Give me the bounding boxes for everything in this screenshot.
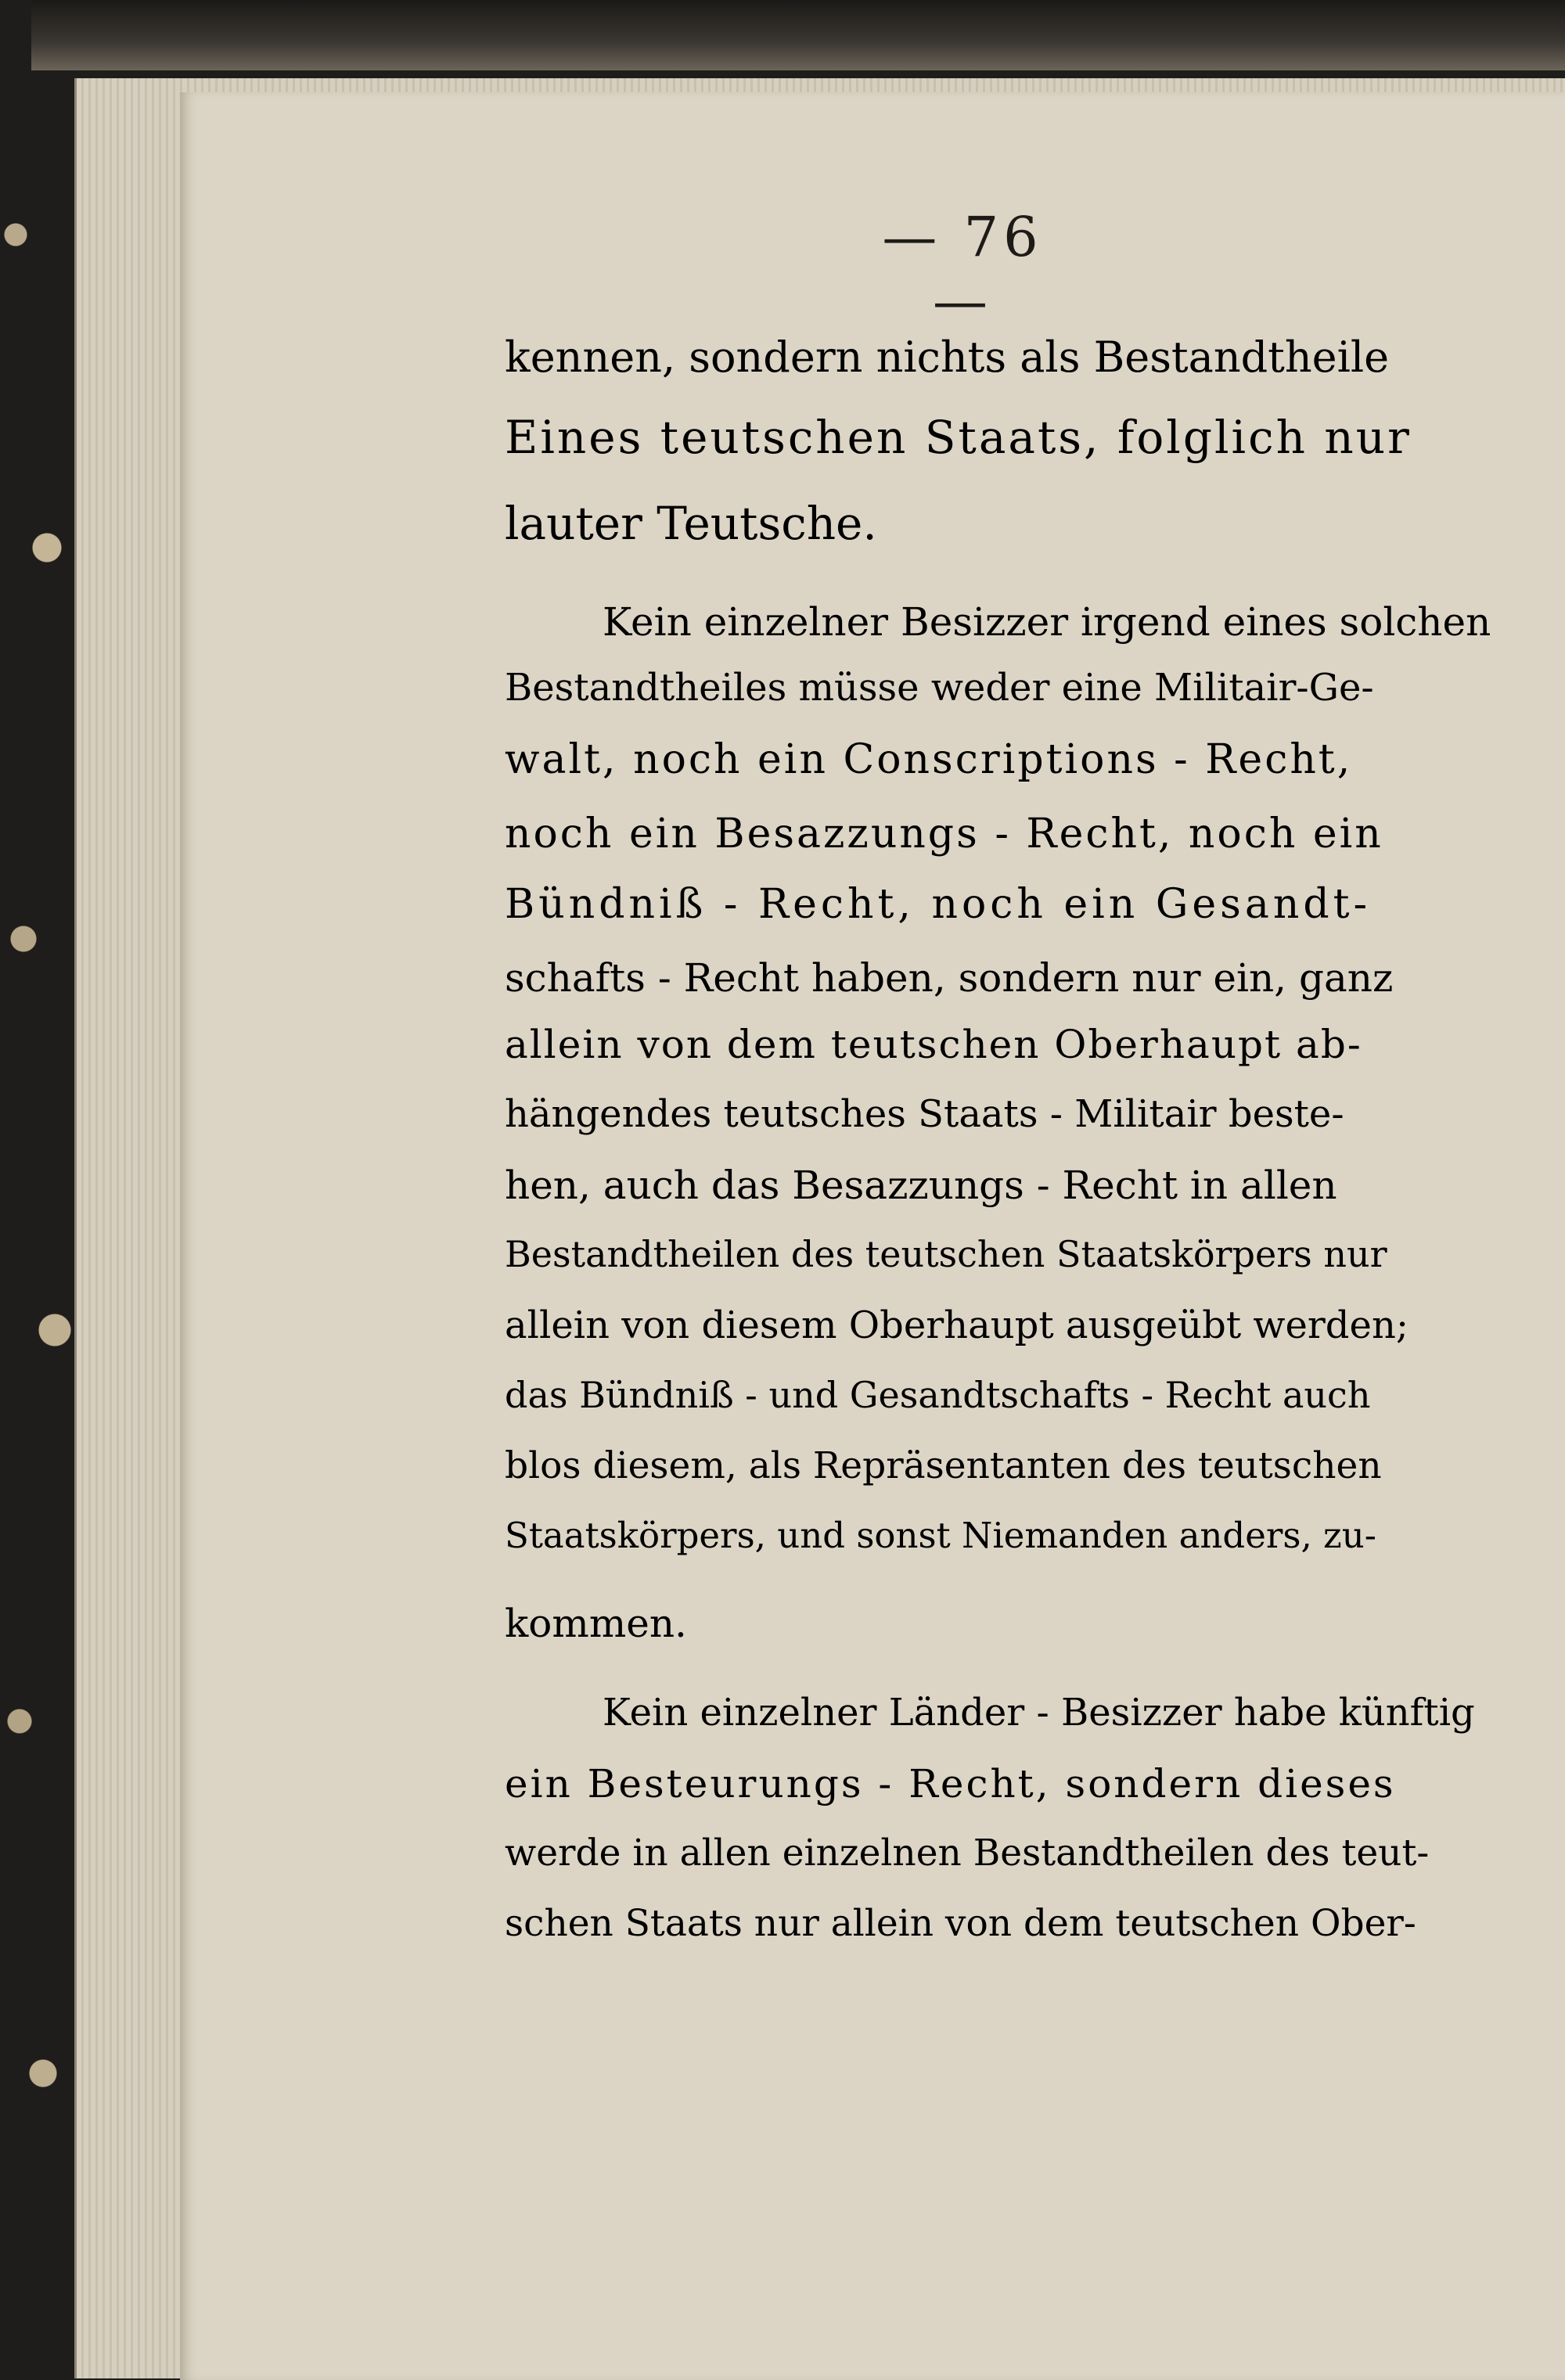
text-line: Bestandtheilen des teutschen Staatskörpers nur bbox=[505, 1233, 1387, 1275]
text-line: kommen. bbox=[505, 1601, 687, 1646]
text-line: das Bündniß - und Gesandtschafts - Recht auch bbox=[505, 1374, 1371, 1416]
text-line: kennen, sondern nichts als Bestandtheile bbox=[505, 333, 1390, 382]
text-line: Bündniß - Recht, noch ein Gesandt- bbox=[505, 881, 1372, 928]
text-line: allein von diesem Oberhaupt ausgeübt werden; bbox=[505, 1303, 1409, 1347]
text-line: Eines teutschen Staats, folglich nur bbox=[505, 411, 1412, 464]
text-line: lauter Teutsche. bbox=[505, 497, 877, 550]
cover-top-edge bbox=[31, 0, 1565, 70]
text-line: blos diesem, als Repräsentanten des teutschen bbox=[505, 1444, 1382, 1487]
text-line: hängendes teutsches Staats - Militair beste- bbox=[505, 1092, 1344, 1136]
text-line: Kein einzelner Länder - Besizzer habe künftig bbox=[603, 1691, 1475, 1735]
text-line: schafts - Recht haben, sondern nur ein, ganz bbox=[505, 955, 1394, 1001]
text-line: Bestandtheiles müsse weder eine Militair-Ge- bbox=[505, 666, 1374, 710]
text-line: hen, auch das Besazzungs - Recht in allen bbox=[505, 1163, 1337, 1208]
text-line: walt, noch ein Conscriptions - Recht, bbox=[505, 736, 1353, 783]
text-line: Staatskörpers, und sonst Niemanden anders, zu- bbox=[505, 1515, 1376, 1556]
text-line: schen Staats nur allein von dem teutschen Ober- bbox=[505, 1902, 1416, 1945]
text-line: Kein einzelner Besizzer irgend eines solchen bbox=[603, 599, 1491, 645]
page-number: — 76 — bbox=[882, 205, 1043, 333]
text-line: allein von dem teutschen Oberhaupt ab- bbox=[505, 1022, 1362, 1067]
text-line: noch ein Besazzungs - Recht, noch ein bbox=[505, 811, 1383, 857]
text-line: ein Besteurungs - Recht, sondern dieses bbox=[505, 1761, 1396, 1807]
text-line: werde in allen einzelnen Bestandtheilen des teut- bbox=[505, 1832, 1430, 1875]
